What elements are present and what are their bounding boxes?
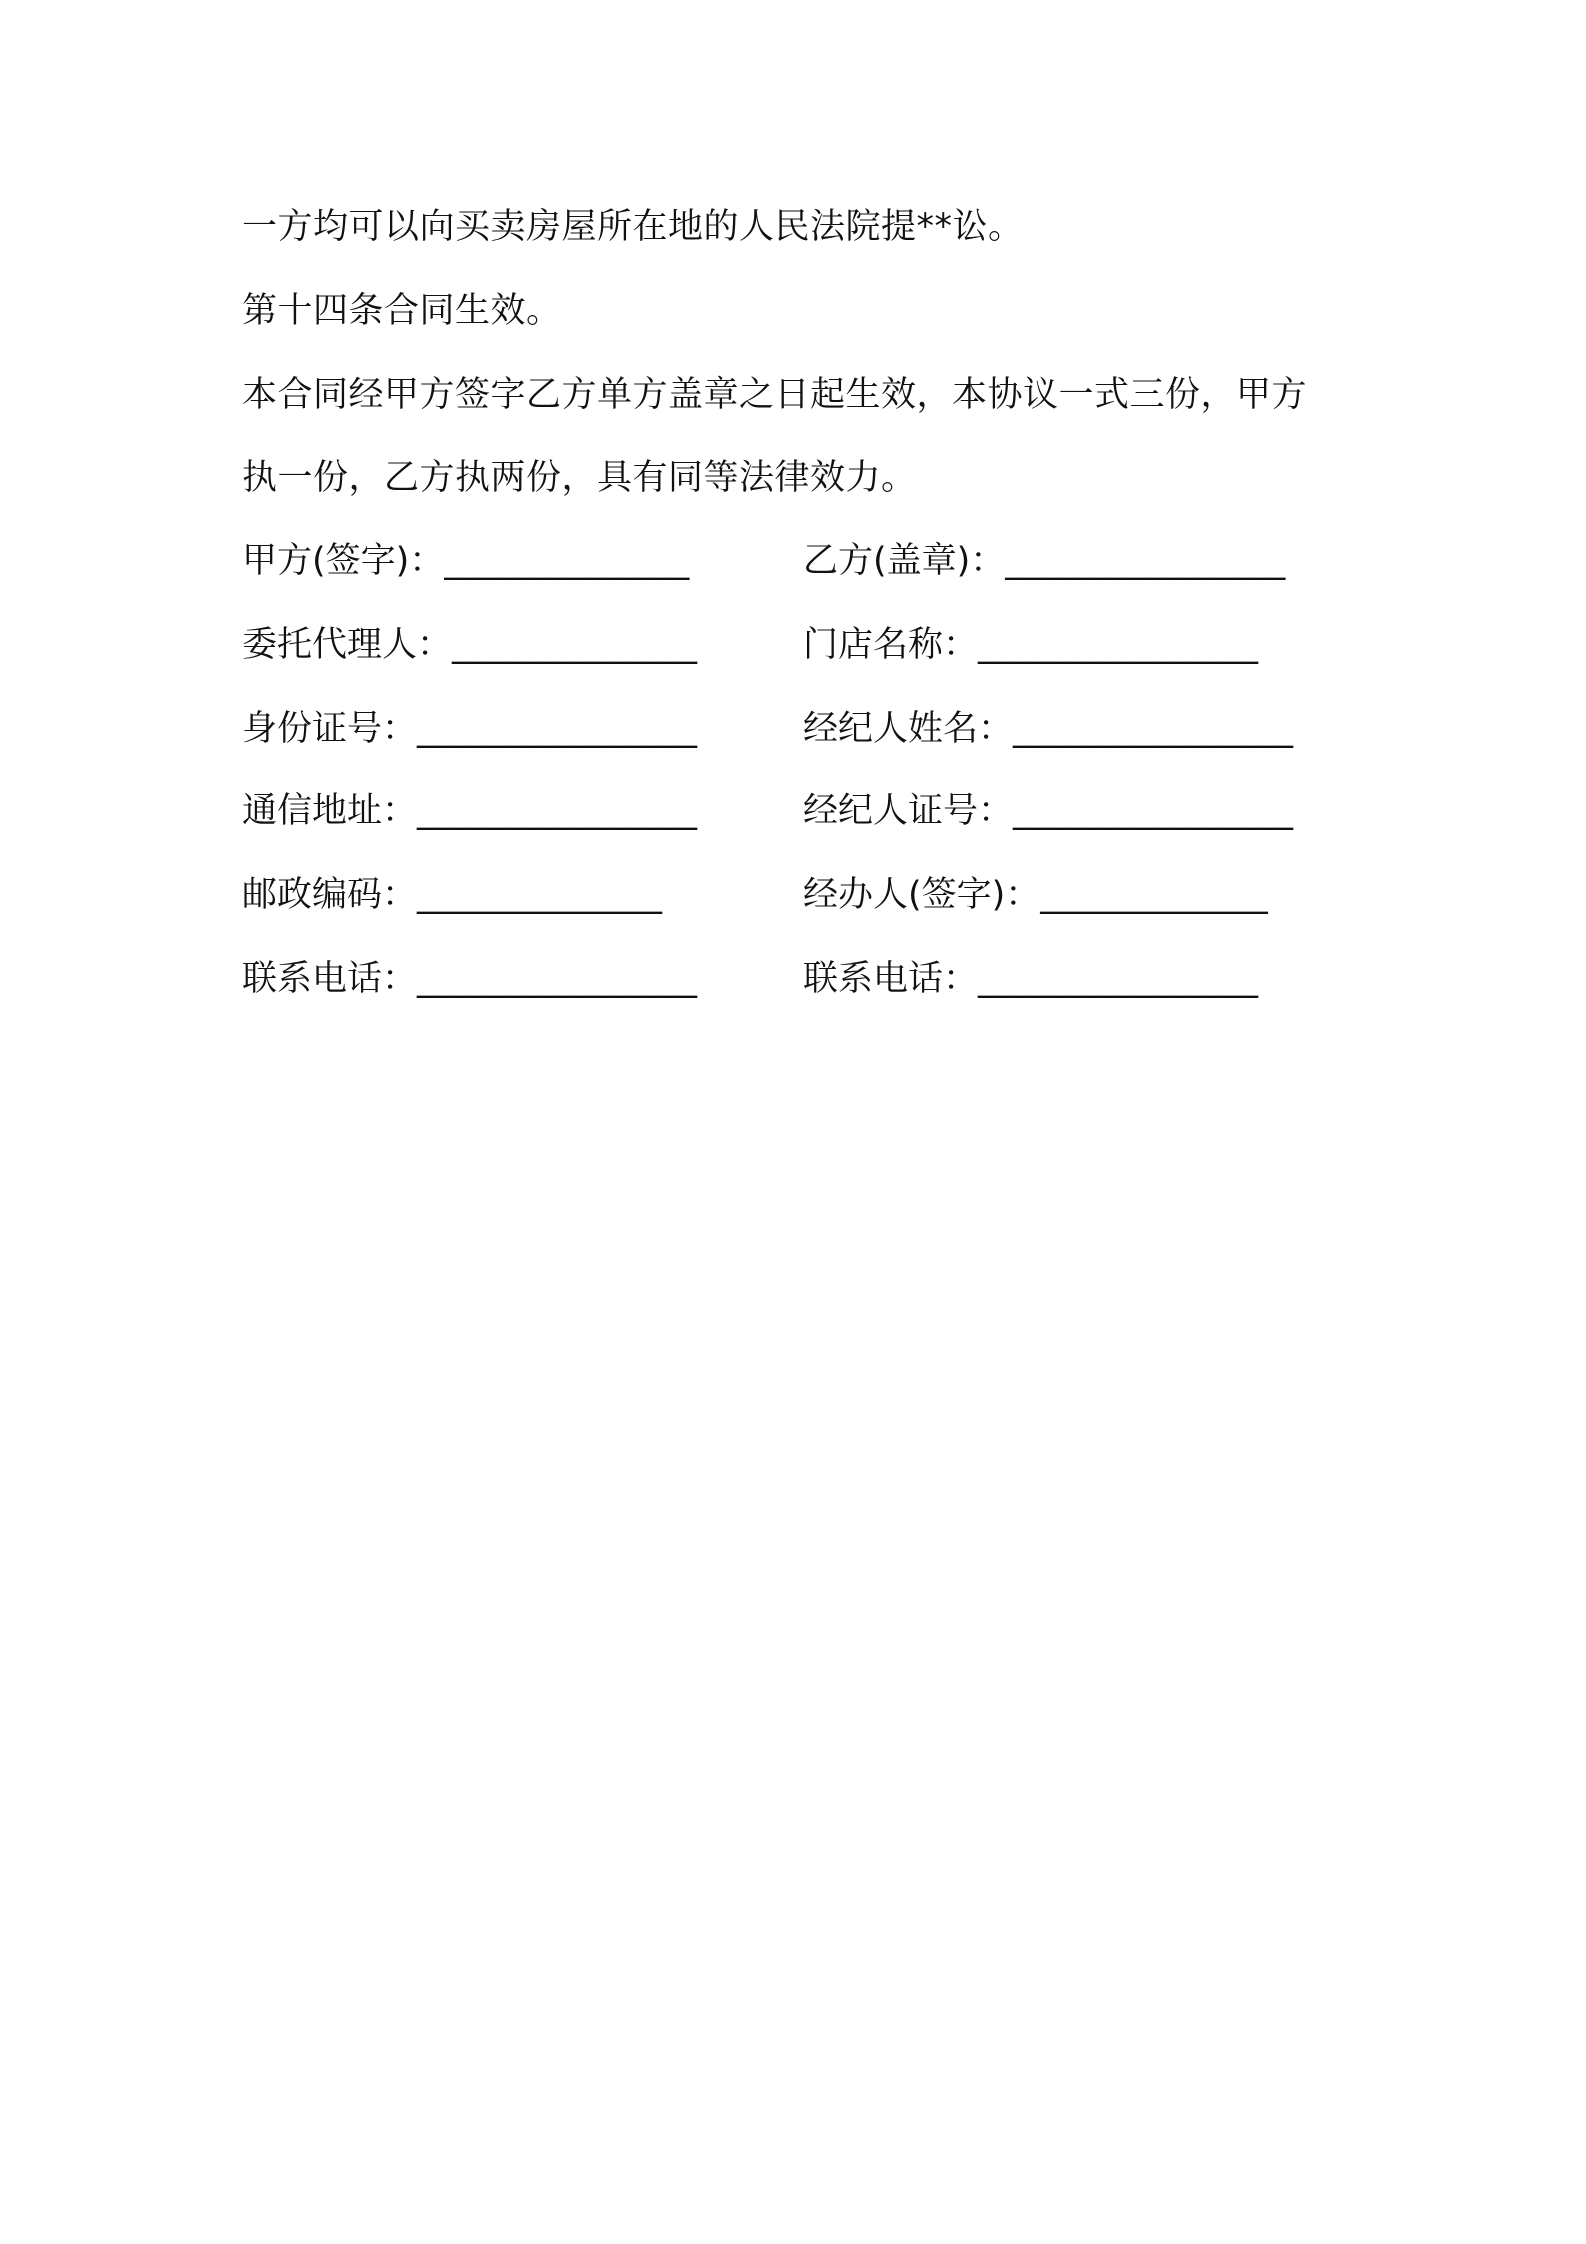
postal-code-field: 邮政编码：______________ [242,875,663,915]
signature-row [0,958,1586,1004]
signature-row [0,790,1586,836]
article-14-heading: 第十四条合同生效。 [242,291,562,331]
party-a-signature-field: 甲方(签字)：______________ [242,541,690,581]
broker-name-field: 经纪人姓名：________________ [803,709,1294,749]
paragraph-effectiveness-line-2: 执一份，乙方执两份，具有同等法律效力。 [242,458,917,498]
id-number-field: 身份证号：________________ [242,709,698,749]
party-b-phone-field: 联系电话：________________ [803,959,1259,999]
signature-row [0,624,1586,670]
party-a-phone-field: 联系电话：________________ [242,959,698,999]
store-name-field: 门店名称：________________ [803,625,1259,665]
party-b-seal-field: 乙方(盖章)：________________ [803,541,1286,581]
signature-row [0,874,1586,920]
signature-row [0,708,1586,754]
handler-signature-field: 经办人(签字)：_____________ [803,875,1268,915]
paragraph-lawsuit-clause: 一方均可以向买卖房屋所在地的人民法院提**讼。 [242,207,1024,247]
paragraph-effectiveness-line-1: 本合同经甲方签字乙方单方盖章之日起生效，本协议一式三份，甲方 [242,375,1308,415]
address-field: 通信地址：________________ [242,791,698,831]
agent-field: 委托代理人：______________ [242,625,698,665]
broker-license-field: 经纪人证号：________________ [803,791,1294,831]
signature-row [0,540,1586,586]
